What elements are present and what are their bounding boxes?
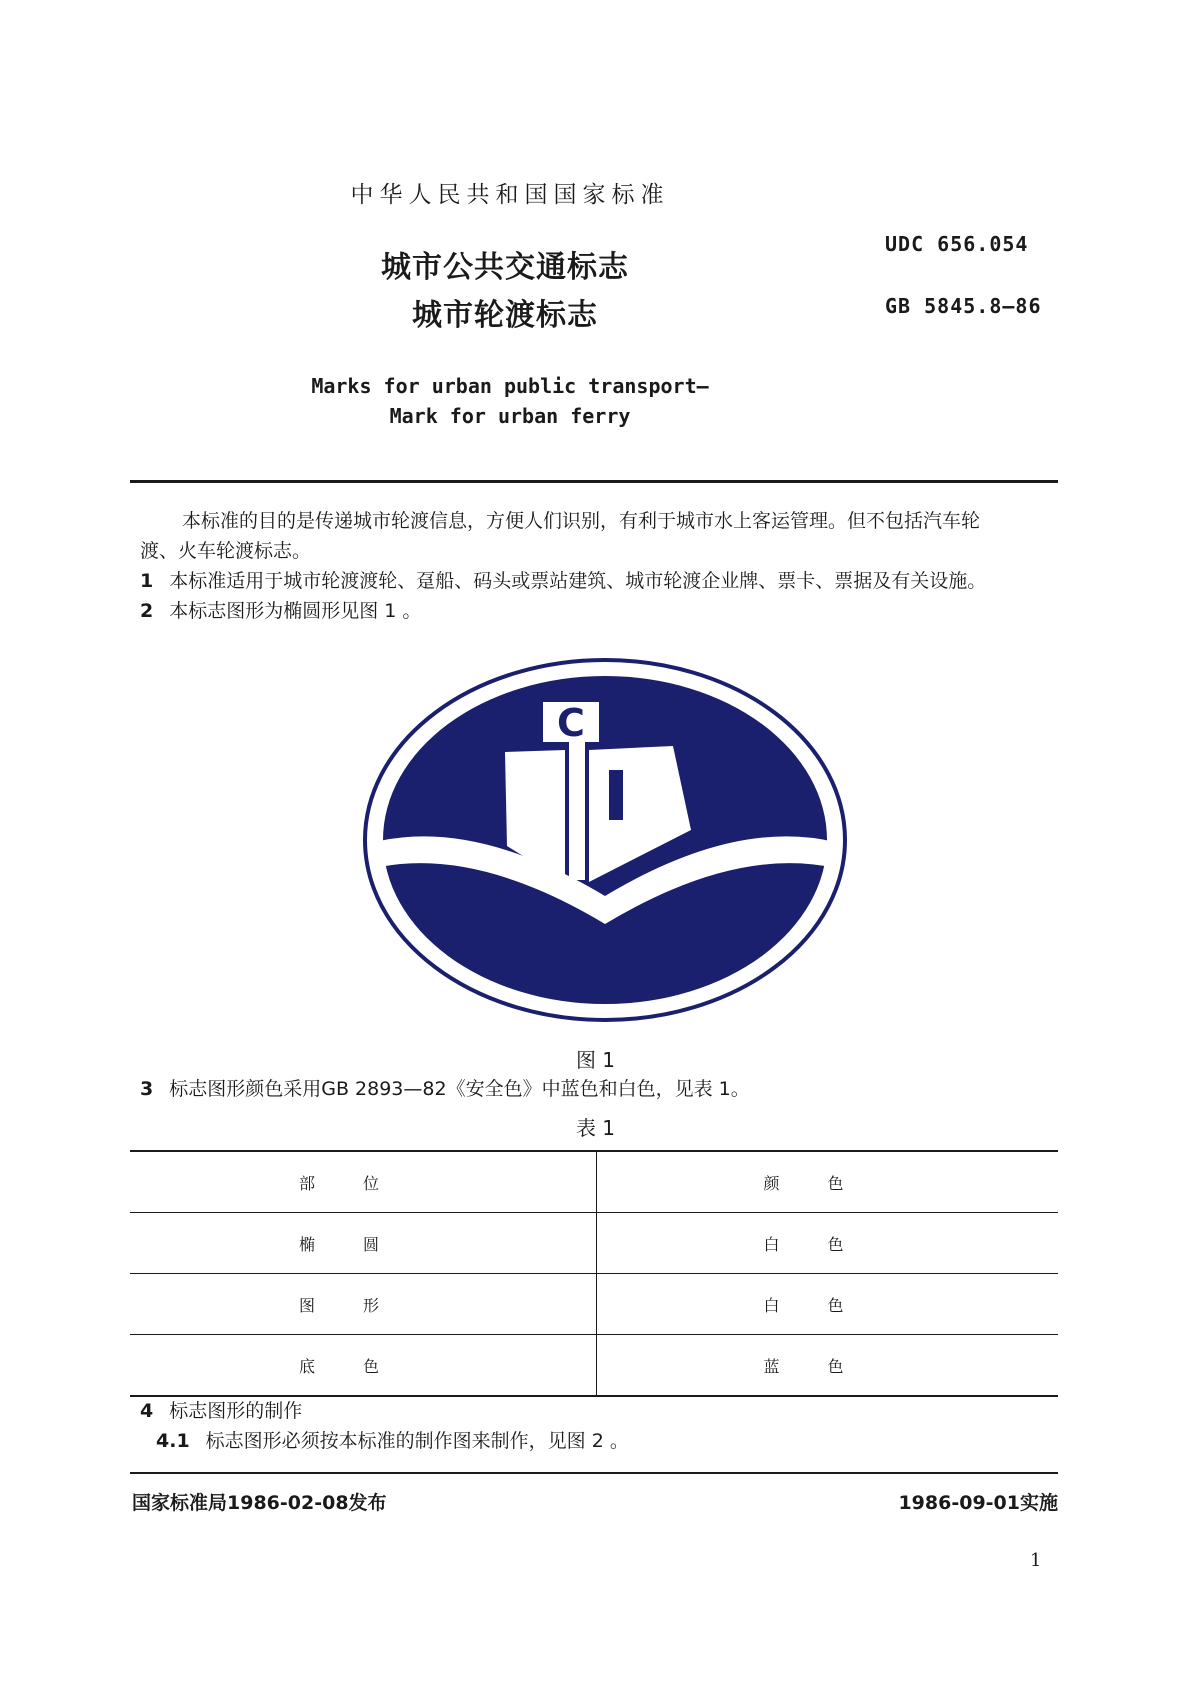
table-row xyxy=(130,1335,1058,1397)
item-4 xyxy=(140,1396,1055,1426)
table-row xyxy=(130,1213,1058,1274)
item-1-text: 本标准适用于城市轮渡渡轮、趸船、码头或票站建筑、城市轮渡企业牌、票卡、票据及有关设施。 xyxy=(169,570,987,592)
table-cell: 椭圆 xyxy=(130,1213,597,1274)
table-cell: 白色 xyxy=(597,1274,1059,1335)
page-number: 1 xyxy=(1030,1550,1042,1571)
item-3-text: 标志图形颜色采用GB 2893—82《安全色》中蓝色和白色，见表 1。 xyxy=(169,1078,750,1100)
standard-name: 中华人民共和国国家标准 xyxy=(350,182,670,208)
logo-window xyxy=(609,770,623,820)
item-1 xyxy=(140,566,1055,596)
top-rule xyxy=(130,480,1058,483)
table-row xyxy=(130,1274,1058,1335)
logo-mast xyxy=(569,730,585,880)
title-en-line1: Marks for urban public transport— xyxy=(311,374,709,398)
item-3 xyxy=(140,1074,1055,1104)
item-4-1-text: 标志图形必须按本标准的制作图来制作，见图 2 。 xyxy=(205,1430,629,1452)
footer-rule xyxy=(130,1472,1058,1474)
intro-line1: 本标准的目的是传递城市轮渡信息，方便人们识别，有利于城市水上客运管理。但不包括汽车轮 xyxy=(182,510,981,532)
issue-date: 国家标准局1986-02-08发布 xyxy=(132,1492,387,1514)
item-4-1 xyxy=(156,1426,1071,1456)
table-cell: 底色 xyxy=(130,1335,597,1397)
item-4-text: 标志图形的制作 xyxy=(169,1400,303,1422)
item-4-number: 4 xyxy=(140,1400,154,1422)
table-header-row xyxy=(130,1151,1058,1213)
udc-code: UDC 656.054 xyxy=(885,232,1029,256)
table-cell: 蓝色 xyxy=(597,1335,1059,1397)
effective-date: 1986-09-01实施 xyxy=(898,1492,1058,1514)
item-2-text: 本标志图形为椭圆形见图 1 。 xyxy=(169,600,422,622)
table-cell: 白色 xyxy=(597,1213,1059,1274)
item-2 xyxy=(140,596,1055,626)
gb-code: GB 5845.8—86 xyxy=(885,294,1042,318)
logo-letter-c: C xyxy=(557,701,585,745)
item-4-1-number: 4.1 xyxy=(156,1430,190,1452)
table-header-cell: 颜色 xyxy=(597,1151,1059,1213)
item-3-number: 3 xyxy=(140,1078,154,1100)
title-cn-line1: 城市公共交通标志 xyxy=(381,250,629,285)
ferry-logo xyxy=(355,650,855,1030)
title-en-line2: Mark for urban ferry xyxy=(389,404,631,428)
title-cn-line2: 城市轮渡标志 xyxy=(412,298,598,333)
table-header-cell: 部位 xyxy=(130,1151,597,1213)
figure-1-caption: 图 1 xyxy=(575,1048,616,1072)
intro-line2: 渡、火车轮渡标志。 xyxy=(140,540,312,562)
color-table xyxy=(130,1150,1058,1397)
item-2-number: 2 xyxy=(140,600,154,622)
table-1-caption: 表 1 xyxy=(575,1116,616,1140)
item-1-number: 1 xyxy=(140,570,154,592)
table-cell: 图形 xyxy=(130,1274,597,1335)
